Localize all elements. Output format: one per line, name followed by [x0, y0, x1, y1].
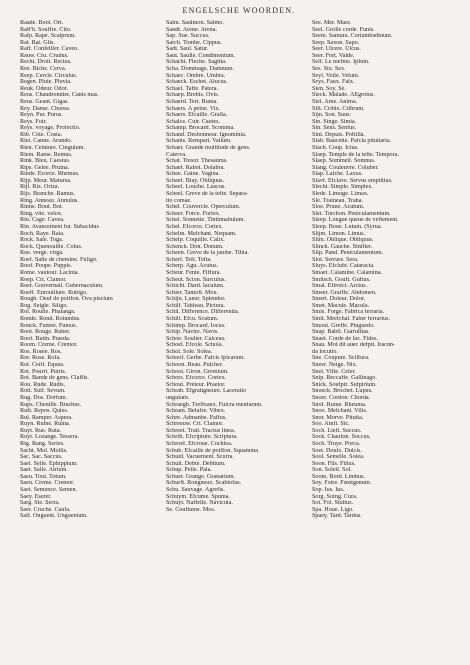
dictionary-entry: Sien. Soy. Se. — [312, 85, 346, 92]
dictionary-entry: Slaep. Sommeil. Somnus. — [312, 158, 376, 165]
dictionary-entry: Ruyt. Rue. Ruta. — [20, 427, 62, 434]
dictionary-entry: Sijn. Son. Suus. — [312, 112, 352, 119]
dictionary-entry: Schreet. Trait. Tractus linea. — [166, 427, 236, 434]
dictionary-entry: Schuyt. Naffelle. Navicula. — [166, 500, 233, 507]
dictionary-entry: Roe. verge. virga. — [20, 250, 64, 257]
dictionary-entry: Seel. Grolle corde. Funis. — [312, 26, 375, 33]
dictionary-entry: Snaet. Corde de luc. Fides. — [312, 335, 378, 342]
dictionary-entry: Slim. Oblique. Obliquus. — [312, 237, 374, 244]
dictionary-entry: Snel. Vifte. Celer. — [312, 368, 356, 375]
dictionary-entry: Spa. Houe. Ligo. — [312, 506, 354, 513]
dictionary-entry: Sarch. Tombe. Cippus. — [166, 39, 222, 46]
dictionary-entry: Slecht. Simple. Simplex. — [312, 184, 373, 191]
dictionary-entry: Sael. Selle. Ephippium. — [20, 460, 78, 467]
columns-container — [20, 20, 458, 520]
dictionary-entry: Schelm. Mefchant. Nequam. — [166, 230, 237, 237]
dictionary-entry: Reyn. Pur. Purus. — [20, 112, 63, 119]
dictionary-entry: Schilf. Tableau. Pictura. — [166, 302, 225, 309]
dictionary-entry: Reys. Foir. — [20, 118, 47, 125]
dictionary-entry: Se. Couftume. Mos. — [166, 506, 216, 513]
dictionary-entry: Saey. Eserer. — [20, 493, 52, 500]
dictionary-entry: Sleep. Boue. Lutum. (Syrua. — [312, 223, 383, 230]
dictionary-entry: Raff. Confeiller. Caveo. — [20, 46, 79, 53]
dictionary-entry: Saut. Saulle. Condimentum. — [166, 52, 236, 59]
dictionary-entry: Saet. Semence. Semen. — [20, 487, 78, 494]
dictionary-entry: Schicht. Dard. Iaculum. — [166, 283, 225, 290]
dictionary-entry: Scheel. Greve de la tefte. Separa- — [166, 191, 249, 198]
dictionary-entry: Slab. Baucette. Pafcia pituitaria. — [312, 138, 392, 145]
dictionary-entry: Ruyt. Lozange. Tessera. — [20, 434, 79, 441]
dictionary-entry: Seer. Ulcere. Ulcus. — [312, 46, 361, 53]
dictionary-entry: Rot. Pourri. Putris. — [20, 368, 67, 375]
dictionary-entry: Caterva. — [166, 151, 187, 158]
dictionary-entry: Schelp. Coquille. Calix. — [166, 237, 225, 244]
dictionary-entry: Reus. Chaudronnier. Canis mas. — [20, 92, 99, 99]
dictionary-entry: Rey. Danse. Chorea. — [20, 105, 71, 112]
dictionary-entry: Schand. Deshonneur. Ignominia. — [166, 131, 247, 138]
dictionary-entry: Schijn. Lueur. Splendor. — [166, 296, 226, 303]
dictionary-entry: Schip. Navire. Navis. — [166, 329, 219, 336]
dictionary-entry: Slijm. Limon. Limus. — [312, 230, 366, 237]
dictionary-entry: Sock. Chaufon. Soccus. — [312, 434, 371, 441]
dictionary-entry: Seer. Fort. Valde. — [312, 52, 355, 59]
dictionary-entry: tio comae. — [166, 197, 192, 204]
dictionary-entry: Scherf. Teft. Tefta. — [166, 256, 212, 263]
dictionary-entry: Saeu. Tout. Totum. — [20, 473, 67, 480]
dictionary-entry: Schors. Efcorce. Cortex. — [166, 375, 227, 382]
dictionary-entry: Soy. Foire. Fœnigenum. — [312, 480, 372, 487]
dictionary-entry: Smaet. Calamine. Calamina. — [312, 269, 383, 276]
dictionary-entry: Ruft. Repos. Quies. — [20, 408, 69, 415]
page-header: ENGELSCHE WOORDEN. — [182, 6, 296, 15]
dictionary-entry: Sleep. Longue queue de veftement. — [312, 217, 399, 224]
dictionary-entry: Schuld. Vacuement. Scurra. — [166, 454, 234, 461]
dictionary-entry: Schier. Tantoft. Mox. — [166, 289, 219, 296]
dictionary-entry: Reus. Geant. Gigas. — [20, 98, 69, 105]
dictionary-entry: Schalce. Cuir. Cautes. — [166, 118, 221, 125]
dictionary-entry: Sap. Sue. Succus. — [166, 33, 210, 40]
dictionary-entry: Rijp. Meur. Maturus. — [20, 177, 72, 184]
dictionary-entry: Schraegh. Treffeaux. Fulcra menfarum. — [166, 401, 263, 408]
dictionary-entry: Rink. Bleu. Caesius. — [20, 158, 71, 165]
column-middle — [166, 20, 312, 520]
dictionary-entry: Snor. Morve. Pituita. — [312, 414, 364, 421]
dictionary-entry: Rul. Ramper. Aspera. — [20, 414, 73, 421]
column-right — [312, 20, 458, 520]
dictionary-entry: Scheel. Louche. Luscus. — [166, 184, 226, 191]
dictionary-entry: Rug. Dos. Dorfum. — [20, 394, 68, 401]
dictionary-entry: Sloe. Prune. Acutum. — [312, 204, 365, 211]
dictionary-entry: Slot. Serrure. Sera. — [312, 256, 359, 263]
dictionary-entry: Slap. Lafche. Laxus. — [312, 171, 363, 178]
dictionary-entry: Schrift. Efcripture. Scriptura. — [166, 434, 238, 441]
dictionary-entry: Snick. Soufpir. Sufpirium. — [312, 381, 377, 388]
dictionary-entry: Rough. Oeuf de poiffon. Ova piscium — [20, 296, 113, 303]
dictionary-entry: Ses. Six. Sex. — [312, 66, 346, 73]
dictionary-entry: Schol. Sole. Solea. — [166, 348, 213, 355]
dictionary-entry: Sac. Sac. Saccus. — [20, 454, 63, 461]
dictionary-entry: Roef. Salle de chemine. Fuligo. — [20, 256, 98, 263]
dictionary-entry: Riem. Rame. Remus. — [20, 151, 73, 158]
dictionary-entry: Schat. Tresor. Thesaurus. — [166, 158, 228, 165]
dictionary-entry: Rien. Ceinture. Cingulum. — [20, 144, 85, 151]
dictionary-entry: Seyl. Voile. Velum. — [312, 72, 360, 79]
dictionary-entry: Roep. Cri. Clamor. — [20, 276, 67, 283]
dictionary-entry: Reep. Cercle. Circulus. — [20, 72, 78, 79]
dictionary-entry: Snip. Beccaffe. Gallinago. — [312, 375, 377, 382]
dictionary-entry: unguium. — [166, 394, 190, 401]
dictionary-entry: Schenck. Don. Donum. — [166, 243, 224, 250]
dictionary-entry: Schoe. Soulier. Calceus. — [166, 335, 226, 342]
dictionary-entry: Sint. Depuis. Poftilla. — [312, 131, 366, 138]
dictionary-entry: Scheer. Force. Forfex. — [166, 210, 221, 217]
column-left — [20, 20, 166, 520]
dictionary-entry: Schaef. Rabot. Dolabra. — [166, 164, 225, 171]
dictionary-entry: Schamp. Brocard. Scomma. — [166, 125, 235, 132]
dictionary-entry: Soch. Truye. Porca. — [312, 441, 361, 447]
dictionary-entry: Roeff. Enrouillure. Rubigo. — [20, 289, 88, 296]
dictionary-entry: Rijs. Branche. Ramus. — [20, 191, 76, 198]
dictionary-entry: Root. Rouge. Ruber. — [20, 329, 71, 336]
dictionary-entry: Slede. Limoge. Limax. — [312, 191, 369, 198]
dictionary-entry: Soom. Bord. Limbus. — [312, 473, 366, 480]
dictionary-entry: Rock. Sale. Toga. — [20, 237, 64, 244]
dictionary-entry: da locutio. — [312, 348, 338, 355]
dictionary-entry: Sorg. Soing. Cura. — [312, 493, 358, 500]
dictionary-entry: Seem. Samura. Coriumbadinum. — [312, 33, 393, 40]
dictionary-entry: Rock. Quenouille. Colus. — [20, 243, 83, 250]
dictionary-entry: Schu. Sauvage. Agrefis. — [166, 487, 225, 494]
dictionary-entry: Rome. vautour. Lacinia. — [20, 269, 80, 276]
dictionary-entry: Ring. vite. velox. — [20, 210, 63, 217]
dictionary-entry: Schil. Difference. Differentia. — [166, 309, 240, 316]
dictionary-entry: Schacht. Fleche. Sagitta. — [166, 59, 227, 66]
dictionary-entry: Rinne. Bout. Bot. — [20, 204, 64, 211]
dictionary-entry: Rijl. Riz. Oriza. — [20, 184, 60, 191]
dictionary-entry: Schants. Rempart. Vallum. — [166, 138, 232, 145]
dictionary-entry: Snau. Mot dit auec defpit. Iracun- — [312, 342, 396, 349]
dictionary-entry: Saeu. Creme. Cremor. — [20, 480, 75, 487]
dictionary-entry: Slaep. Temple de la tefte. Tempora. — [312, 151, 399, 158]
dictionary-entry: Schoot. Giron. Gremium. — [166, 368, 229, 375]
dictionary-entry: Schoel. Efcole. Schola. — [166, 342, 224, 349]
dictionary-entry: Snof. Rume. Rheuma. — [312, 401, 367, 408]
dictionary-entry: Siel. Ame. Anima. — [312, 98, 358, 105]
dictionary-entry: Sarg. Sie. Serra. — [20, 500, 60, 507]
dictionary-entry: Schel. Efcorce. Cortex. — [166, 223, 224, 230]
dictionary-entry: Schael. Taffe. Patera. — [166, 85, 219, 92]
dictionary-entry: Seep. Saxon. Sapo. — [312, 39, 360, 46]
dictionary-entry: Schre. Admanbe. Paffus. — [166, 414, 227, 421]
dictionary-entry: Sacht. Mol. Mollis. — [20, 447, 68, 454]
dictionary-entry: Roof. Poupe. Puppis. — [20, 263, 73, 270]
dictionary-entry: Rauw. Cru. Crudus. — [20, 52, 69, 59]
dictionary-entry: Raff'h. Souffre. Cito. — [20, 26, 72, 33]
dictionary-entry: Slinck. Gauche. Sinifter. — [312, 243, 373, 250]
dictionary-entry: Sneer. Neige. Nix. — [312, 362, 358, 369]
dictionary-entry: Slip. Pand. Peniculamentum. — [312, 250, 384, 257]
dictionary-entry: See. Mer. Mare. — [312, 20, 352, 26]
dictionary-entry: Rafp. Rape. Scalprum. — [20, 33, 76, 40]
dictionary-entry: Smit. Mrefchal. Faber ferrarius. — [312, 316, 391, 323]
dictionary-entry: Schel. Couvercle. Operculum. — [166, 204, 241, 211]
dictionary-entry: Schout. Preteur. Praetor. — [166, 381, 226, 388]
dictionary-entry: Rou. Rude. Rudis. — [20, 381, 66, 388]
dictionary-entry: Rig. Rang. Series. — [20, 441, 65, 447]
dictionary-entry: Schaers. Efcaille. Gralla. — [166, 112, 228, 119]
dictionary-entry: Self. Le mefme. Ipfum. — [312, 59, 370, 66]
dictionary-entry: Reuk. Odeur. Odor. — [20, 85, 68, 92]
dictionary-entry: Schrab. Efgratigneure. Laceratio — [166, 388, 247, 395]
dictionary-entry: Sin. Singe. Simia. — [312, 118, 357, 125]
dictionary-entry: Schub. Efcaille de poiffon. Squamma — [166, 447, 258, 454]
dictionary-entry: Rin. Avancement fur. Subacidus — [20, 223, 99, 230]
dictionary-entry: Schuym. Efcume. Spuma. — [166, 493, 230, 500]
dictionary-entry: Schaec. Ombre. Umbra. — [166, 72, 226, 79]
dictionary-entry: Salf. Onguent. Unguentum. — [20, 513, 88, 520]
dictionary-entry: Schimp. Brocard. Iocus. — [166, 322, 226, 329]
dictionary-entry: Snoo. Mefchant. Vilis. — [312, 408, 368, 415]
dictionary-entry: Saer. Cruche. Caufa. — [20, 506, 71, 513]
dictionary-entry: Schaers. A peine. Vix. — [166, 105, 221, 112]
dictionary-entry: Schup. Pelle. Pala. — [166, 467, 212, 474]
dictionary-entry: Rin. Cage. Cavea. — [20, 217, 65, 224]
dictionary-entry: Slavf. Efclave. Servus emptitius. — [312, 177, 393, 184]
dictionary-entry: Rinde. Ecorce. Rhemus. — [20, 171, 80, 178]
dictionary-entry: Sne. Coupure. Scilfura. — [312, 355, 370, 362]
dictionary-entry: Ree. Biche. Cerva. — [20, 66, 67, 73]
dictionary-entry: Ronde. Rond. Rotundus. — [20, 316, 81, 323]
dictionary-entry: Regen. Pluie. Pluvia. — [20, 79, 72, 86]
dictionary-entry: Sle. Traineau. Traha. — [312, 197, 364, 204]
dictionary-entry: Soo. Ainfi. Sic. — [312, 421, 350, 428]
dictionary-entry: Sift. Crible. Cribrum. — [312, 105, 365, 112]
dictionary-entry: Scherp. Agu. Acutus. — [166, 263, 219, 270]
dictionary-entry: Schoon. Beau. Pulcher. — [166, 362, 224, 369]
dictionary-entry: Schaep. Brebis. Ovis. — [166, 92, 220, 99]
dictionary-entry: Reys. voyage. Profectio. — [20, 125, 81, 132]
dictionary-entry: Seys. Faux. Falx. — [312, 79, 355, 86]
dictionary-entry: Snap. Babil. Garrulitas. — [312, 329, 370, 336]
dictionary-entry: Salm. Saulmon. Salmo. — [166, 20, 224, 26]
dictionary-entry: Schult. Debte. Debitum. — [166, 460, 226, 467]
dictionary-entry: Roer. Gouvernail. Gubernaculum. — [20, 283, 104, 290]
dictionary-entry: Schram. Befafre. Vibex. — [166, 408, 226, 415]
dictionary-entry: Rot. Bande de gens. Claffis. — [20, 375, 89, 382]
dictionary-entry: Soch. Lieft. Succus. — [312, 427, 362, 434]
dictionary-entry: Ros. Rosée. Ros. — [20, 348, 62, 355]
dictionary-entry: Smout. Greffe. Pinguedo. — [312, 322, 375, 329]
dictionary-entry: Schreeuw. Cri. Clamor. — [166, 421, 224, 428]
dictionary-entry: Schurft. Rongneux. Scabiofus. — [166, 480, 242, 487]
dictionary-entry: Room. Creme. Cremor. — [20, 342, 78, 349]
dictionary-entry: Riet. Canne. Arundo. — [20, 138, 73, 145]
dictionary-entry: Saet. Salle. Atrium. — [20, 467, 68, 474]
dictionary-entry: Smitsch. Gouft. Guftus. — [312, 276, 371, 283]
dictionary-entry: Rips. Gelée. Pruina. — [20, 164, 70, 171]
dictionary-entry: Scheef. Biay. Obliquus. — [166, 177, 225, 184]
dictionary-entry: Ruyn. Ruine. Ruina. — [20, 421, 71, 428]
dictionary-entry: Scheut. Scion. Surculus. — [166, 276, 226, 283]
dictionary-entry: Smal. Eftroict. Arctus. — [312, 283, 368, 290]
dictionary-entry: Sluys. Efclufe. Cataracta. — [312, 263, 375, 270]
dictionary-entry: Raade. Bool. Ort. — [20, 20, 64, 26]
dictionary-entry: Schilt. Efcu. Scutum. — [166, 316, 219, 323]
dictionary-entry: Schee. Gaine. Vagina. — [166, 171, 220, 178]
dictionary-entry: Ronck. Fumée. Fumus. — [20, 322, 78, 329]
dictionary-entry: Schaer. Grande multitude de gens. — [166, 144, 251, 151]
dictionary-entry: Scheen. Greve de la jambe. Tibia. — [166, 250, 249, 257]
dictionary-entry: Rat. Rat. Glis. — [20, 39, 55, 46]
dictionary-entry: Snoeck. Brochet. Lupus. — [312, 388, 373, 395]
dictionary-entry: Schaeck. Eschet. Alucus. — [166, 79, 228, 86]
dictionary-entry: Schaerd. Tert. Ruma. — [166, 98, 218, 105]
dictionary-entry: Soet. Doulx. Dulcis. — [312, 447, 362, 454]
dictionary-entry: Sool. Semelle. Solea. — [312, 454, 365, 461]
dictionary-entry: Slach. Coup. Ictus. — [312, 144, 359, 151]
dictionary-entry: Spaey. Tard. Tardus. — [312, 513, 362, 520]
dictionary-entry: Slet. Torchon. Peniculamentum. — [312, 210, 391, 217]
dictionary-entry: Son. Soleil. Sol. — [312, 467, 352, 474]
dictionary-entry: Sieck. Malade. AEgrotus. — [312, 92, 375, 99]
dictionary-entry: Schoof. Gerbe. Fafcis fpicarum. — [166, 355, 245, 362]
dictionary-entry: Schroef. Efcroue. Cochlea. — [166, 441, 233, 447]
dictionary-entry: Roof. Butin. Praeda. — [20, 335, 71, 342]
dictionary-entry: Sot. Fol. Stultus. — [312, 500, 354, 507]
dictionary-entry: Slang. Couleuvre. Coluber. — [312, 164, 379, 171]
dictionary-entry: Rott. Suif. Sevum. — [20, 388, 66, 395]
dictionary-entry: Rot. Cerif. Equus. — [20, 362, 65, 369]
dictionary-entry: Ror. Rose. Rofa. — [20, 355, 61, 362]
dictionary-entry: Schuer. Grange. Granarium. — [166, 473, 236, 480]
dictionary-entry: Ring. Anneau. Annulus. — [20, 197, 79, 204]
dictionary-entry: Sin. Sens. Senfus. — [312, 125, 357, 132]
dictionary-entry: Smis. Forge. Fabrica ferraria. — [312, 309, 385, 316]
dictionary-entry: Schel. Sonnette. Tintinnabulum. — [166, 217, 245, 224]
dictionary-entry: Snoer. Cordon. Chorda. — [312, 394, 371, 401]
dictionary-entry: Sop. Ius. Ius. — [312, 487, 345, 494]
dictionary-entry: Rol. Roulle. Phalanga. — [20, 309, 76, 316]
dictionary-entry: Smet. Macule. Macula. — [312, 302, 370, 309]
dictionary-entry: Soon. Fils. Filius. — [312, 460, 356, 467]
dictionary-entry: Rib. Côte. Costa. — [20, 131, 63, 138]
dictionary-entry: Roch. Raye. Raia. — [20, 230, 65, 237]
dictionary-entry: Sandt. Arene. Arena. — [166, 26, 217, 33]
dictionary-entry: Recht. Droit. Rectus. — [20, 59, 72, 66]
dictionary-entry: Rog. Seigle. Siligo. — [20, 302, 68, 309]
dictionary-entry: Smeer. Graiffe. Abdomen. — [312, 289, 377, 296]
dictionary-entry: Sadt. Saul. Satur. — [166, 46, 209, 53]
dictionary-entry: Scha. Dommage. Damnum. — [166, 66, 235, 73]
dictionary-entry: Smert. Doleur. Dolor. — [312, 296, 366, 303]
dictionary-entry: Rups. Chenille. Brachus. — [20, 401, 82, 408]
dictionary-entry: Scheur. Fente. Fiffura. — [166, 269, 221, 276]
